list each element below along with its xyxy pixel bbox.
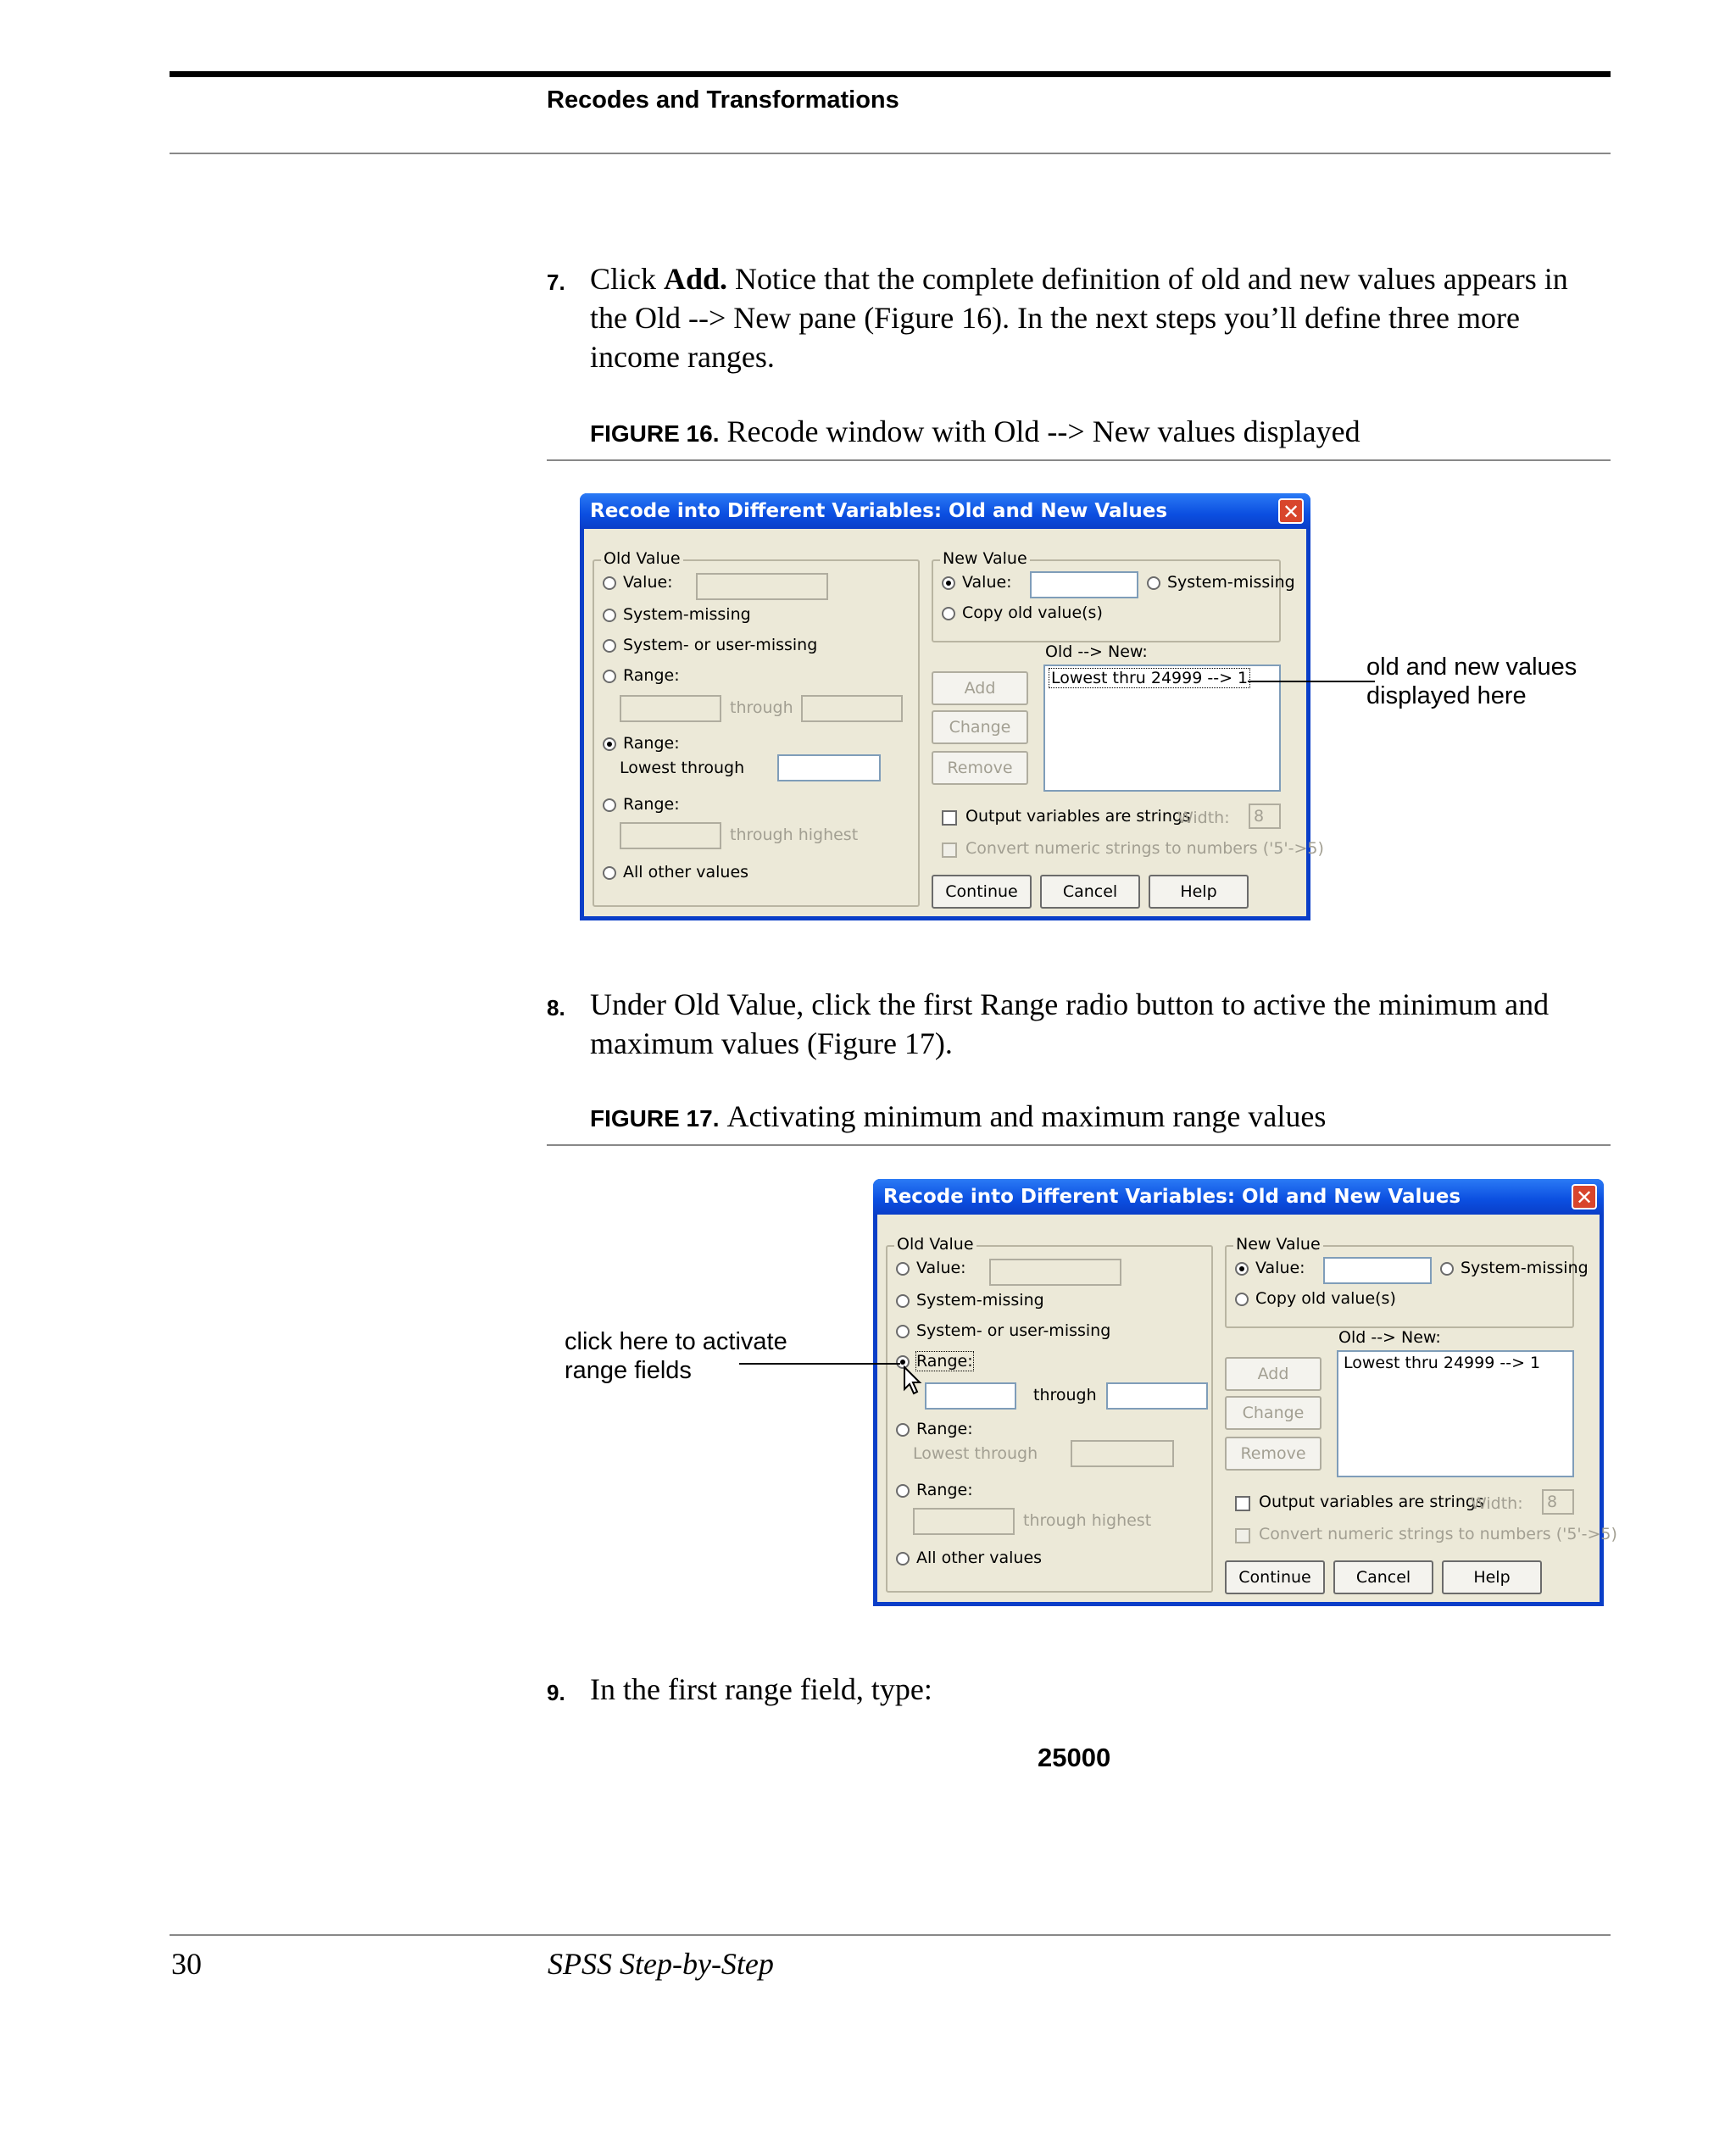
callout-fig17: click here to activate range fields bbox=[565, 1328, 787, 1384]
change-button[interactable]: Change bbox=[1225, 1396, 1321, 1430]
range-highest-radio[interactable] bbox=[603, 798, 616, 812]
change-button[interactable]: Change bbox=[932, 710, 1028, 744]
step-9 bbox=[547, 1670, 1611, 1709]
lowest-through-field[interactable] bbox=[777, 754, 881, 781]
list-item[interactable]: Lowest thru 24999 --> 1 bbox=[1344, 1354, 1541, 1372]
range-radio[interactable] bbox=[603, 670, 616, 683]
footer-rule bbox=[170, 1934, 1611, 1936]
old-value-group: Old Value bbox=[886, 1245, 1213, 1593]
header-divider bbox=[170, 153, 1611, 154]
dialog-body: Old Value Value: System-missing System- or user-missing Range: through Range: Lowest through Range: through highest All other values New Value Value: System-missing Copy old value(s) Old --> New: Add Change Remove Lowest thru 24999 --> 1 Output variables are strings Width: 8 Convert numeric strings to numbers ('5'->5) Continue Cancel Help bbox=[877, 1215, 1600, 1602]
figure-16-rule bbox=[547, 459, 1611, 461]
figure-17-rule bbox=[547, 1144, 1611, 1146]
title-bar: Recode into Different Variables: Old and New Values ✕ bbox=[873, 1179, 1604, 1215]
step-number: 9. bbox=[547, 1680, 565, 1705]
old-value-field[interactable] bbox=[696, 573, 828, 600]
new-value-group: New Value bbox=[1225, 1245, 1574, 1328]
cancel-button[interactable]: Cancel bbox=[1333, 1560, 1433, 1594]
convert-numeric-checkbox[interactable] bbox=[942, 842, 957, 858]
callout-fig16: old and new values displayed here bbox=[1366, 653, 1577, 709]
recode-dialog-fig16 bbox=[580, 493, 1324, 920]
lowest-through-field[interactable] bbox=[1071, 1440, 1174, 1467]
add-button[interactable]: Add bbox=[932, 671, 1028, 705]
range-max-field[interactable] bbox=[801, 695, 903, 722]
step-number: 7. bbox=[547, 270, 565, 295]
running-header: Recodes and Transformations bbox=[547, 86, 899, 114]
typed-value: 25000 bbox=[1038, 1743, 1111, 1772]
range-min-field[interactable] bbox=[925, 1382, 1016, 1410]
title-bar: Recode into Different Variables: Old and New Values ✕ bbox=[580, 493, 1310, 529]
step-7 bbox=[547, 259, 1611, 376]
range-max-field[interactable] bbox=[1106, 1382, 1208, 1410]
book-title: SPSS Step-by-Step bbox=[548, 1947, 774, 1981]
figure-17-caption: FIGURE 17. Activating minimum and maximum range values bbox=[590, 1099, 1327, 1133]
all-other-radio[interactable] bbox=[896, 1552, 910, 1565]
output-strings-checkbox[interactable] bbox=[942, 810, 957, 826]
help-button[interactable]: Help bbox=[1442, 1560, 1542, 1594]
old-value-field[interactable] bbox=[989, 1259, 1121, 1286]
old-new-list[interactable] bbox=[1043, 665, 1281, 792]
close-icon[interactable]: ✕ bbox=[1572, 1184, 1597, 1210]
help-button[interactable]: Help bbox=[1149, 875, 1249, 909]
list-item[interactable]: Lowest thru 24999 --> 1 bbox=[1049, 668, 1250, 688]
output-strings-checkbox[interactable] bbox=[1235, 1496, 1250, 1511]
callout-line-fig16 bbox=[1248, 681, 1375, 682]
old-value-radio[interactable] bbox=[896, 1262, 910, 1276]
continue-button[interactable]: Continue bbox=[1225, 1560, 1325, 1594]
new-system-missing-radio[interactable] bbox=[1147, 576, 1160, 590]
system-missing-radio[interactable] bbox=[603, 609, 616, 622]
new-value-group: New Value bbox=[932, 559, 1281, 642]
step-text: In the first range field, type: bbox=[590, 1672, 932, 1706]
copy-old-radio[interactable] bbox=[942, 607, 955, 620]
close-icon[interactable]: ✕ bbox=[1278, 498, 1304, 524]
new-value-field[interactable] bbox=[1030, 571, 1138, 598]
step-text: Under Old Value, click the first Range radio button to active the minimum and maximum values (Figure 17). bbox=[590, 987, 1550, 1060]
recode-dialog-fig17 bbox=[873, 1179, 1617, 1606]
step-number: 8. bbox=[547, 995, 565, 1020]
new-value-radio[interactable] bbox=[1235, 1262, 1249, 1276]
range-lowest-radio[interactable] bbox=[896, 1423, 910, 1437]
page-number: 30 bbox=[171, 1947, 202, 1981]
sys-user-missing-radio[interactable] bbox=[896, 1325, 910, 1338]
old-value-radio[interactable] bbox=[603, 576, 616, 590]
all-other-radio[interactable] bbox=[603, 866, 616, 880]
width-field[interactable]: 8 bbox=[1249, 804, 1281, 829]
convert-numeric-checkbox[interactable] bbox=[1235, 1528, 1250, 1543]
header-rule bbox=[170, 71, 1611, 77]
width-field[interactable]: 8 bbox=[1542, 1489, 1574, 1515]
range-highest-radio[interactable] bbox=[896, 1484, 910, 1498]
range-lowest-radio[interactable] bbox=[603, 737, 616, 751]
range-min-field[interactable] bbox=[620, 695, 721, 722]
system-missing-radio[interactable] bbox=[896, 1294, 910, 1308]
new-value-field[interactable] bbox=[1323, 1257, 1432, 1284]
new-value-radio[interactable] bbox=[942, 576, 955, 590]
copy-old-radio[interactable] bbox=[1235, 1293, 1249, 1306]
old-value-group: Old Value bbox=[593, 559, 920, 907]
sys-user-missing-radio[interactable] bbox=[603, 639, 616, 653]
mouse-pointer-icon bbox=[903, 1365, 925, 1396]
continue-button[interactable]: Continue bbox=[932, 875, 1032, 909]
step-text: Click Add. Notice that the complete definition of old and new values appears in the Old --> New pane (Figure 16). In the next steps you’ll define three more income ranges. bbox=[590, 262, 1568, 374]
callout-line-fig17 bbox=[739, 1363, 900, 1365]
remove-button[interactable]: Remove bbox=[932, 751, 1028, 785]
new-system-missing-radio[interactable] bbox=[1440, 1262, 1454, 1276]
through-highest-field[interactable] bbox=[913, 1508, 1015, 1535]
cancel-button[interactable]: Cancel bbox=[1040, 875, 1140, 909]
remove-button[interactable]: Remove bbox=[1225, 1437, 1321, 1471]
step-8 bbox=[547, 985, 1611, 1063]
figure-16-caption: FIGURE 16. Recode window with Old --> New values displayed bbox=[590, 414, 1360, 448]
old-new-list[interactable] bbox=[1337, 1350, 1574, 1477]
add-button[interactable]: Add bbox=[1225, 1357, 1321, 1391]
through-highest-field[interactable] bbox=[620, 822, 721, 849]
dialog-body: Old Value Value: System-missing System- or user-missing Range: through Range: Lowest through Range: through highest All other values New Value Value: System-missing Copy old value(s) Old --> New: Add Change Remove Lowest thru 24999 --> 1 Output variables are strings Width: 8 Convert numeric strings to numbers ('5'->5) Continue Cancel Help bbox=[584, 529, 1306, 916]
